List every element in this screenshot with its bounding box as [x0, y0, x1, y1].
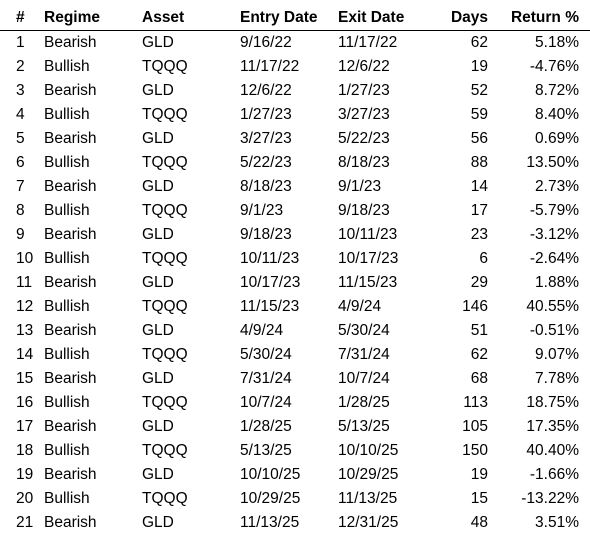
cell-days: 19 — [470, 58, 488, 75]
cell-entry-date: 5/13/25 — [240, 442, 292, 459]
table-row — [0, 487, 590, 511]
cell-entry-date: 3/27/23 — [240, 130, 292, 147]
cell-asset: TQQQ — [142, 490, 188, 507]
cell-regime: Bearish — [44, 370, 97, 387]
cell-exit-date: 1/27/23 — [338, 82, 390, 99]
table-row — [0, 439, 590, 463]
table-row — [0, 415, 590, 439]
header-days: Days — [450, 9, 488, 26]
cell-asset: GLD — [142, 466, 174, 483]
cell-asset: GLD — [142, 370, 174, 387]
cell-asset: TQQQ — [142, 106, 188, 123]
cell-asset: GLD — [142, 322, 174, 339]
cell-exit-date: 1/28/25 — [338, 394, 390, 411]
table-row — [0, 463, 590, 487]
cell-exit-date: 9/18/23 — [338, 202, 390, 219]
table-row — [0, 223, 590, 247]
cell-asset: GLD — [142, 130, 174, 147]
cell-days: 19 — [470, 466, 488, 483]
cell-exit-date: 10/10/25 — [338, 442, 399, 459]
cell-asset: TQQQ — [142, 346, 188, 363]
cell-exit-date: 10/11/23 — [338, 226, 398, 243]
header-entry-date: Entry Date — [240, 9, 318, 26]
cell-days: 150 — [462, 442, 488, 459]
cell-days: 6 — [479, 250, 488, 267]
cell-exit-date: 11/13/25 — [338, 490, 398, 507]
cell-entry-date: 1/28/25 — [240, 418, 292, 435]
cell-entry-date: 10/7/24 — [240, 394, 292, 411]
cell-index: 21 — [16, 514, 34, 531]
cell-regime: Bearish — [44, 130, 97, 147]
cell-return: -3.12% — [529, 226, 579, 243]
cell-regime: Bearish — [44, 466, 97, 483]
cell-return: -4.76% — [529, 58, 579, 75]
cell-regime: Bullish — [44, 394, 90, 411]
cell-regime: Bullish — [44, 346, 90, 363]
table-row — [0, 79, 590, 103]
cell-entry-date: 5/30/24 — [240, 346, 292, 363]
cell-exit-date: 12/31/25 — [338, 514, 399, 531]
cell-return: 3.51% — [535, 514, 579, 531]
cell-entry-date: 7/31/24 — [240, 370, 292, 387]
table-row — [0, 319, 590, 343]
cell-return: -0.51% — [529, 322, 579, 339]
cell-regime: Bullish — [44, 250, 90, 267]
cell-regime: Bullish — [44, 154, 90, 171]
cell-days: 51 — [470, 322, 488, 339]
trades-table — [0, 6, 590, 535]
cell-index: 6 — [16, 154, 25, 171]
cell-index: 3 — [16, 82, 25, 99]
header-return: Return % — [510, 9, 579, 26]
table-row — [0, 151, 590, 175]
cell-return: -2.64% — [529, 250, 579, 267]
cell-exit-date: 10/17/23 — [338, 250, 399, 267]
cell-regime: Bullish — [44, 490, 90, 507]
cell-regime: Bullish — [44, 298, 90, 315]
cell-index: 12 — [16, 298, 34, 315]
cell-index: 5 — [16, 130, 25, 147]
cell-entry-date: 10/17/23 — [240, 274, 301, 291]
cell-regime: Bearish — [44, 34, 97, 51]
table-row — [0, 271, 590, 295]
cell-return: 13.50% — [526, 154, 579, 171]
cell-entry-date: 12/6/22 — [240, 82, 292, 99]
cell-days: 59 — [470, 106, 488, 123]
cell-return: 18.75% — [526, 394, 579, 411]
cell-index: 1 — [16, 34, 25, 51]
cell-days: 29 — [470, 274, 488, 291]
cell-regime: Bearish — [44, 82, 97, 99]
cell-return: 0.69% — [535, 130, 579, 147]
cell-index: 19 — [16, 466, 34, 483]
cell-index: 18 — [16, 442, 34, 459]
cell-index: 10 — [16, 250, 34, 267]
cell-return: 9.07% — [535, 346, 579, 363]
header-asset: Asset — [142, 9, 185, 26]
cell-exit-date: 5/13/25 — [338, 418, 390, 435]
cell-exit-date: 7/31/24 — [338, 346, 390, 363]
cell-regime: Bullish — [44, 106, 90, 123]
cell-asset: TQQQ — [142, 298, 188, 315]
cell-exit-date: 9/1/23 — [338, 178, 382, 195]
cell-days: 56 — [470, 130, 488, 147]
cell-days: 52 — [470, 82, 488, 99]
table-row — [0, 295, 590, 319]
header-row — [0, 6, 590, 31]
cell-return: 1.88% — [535, 274, 579, 291]
cell-regime: Bearish — [44, 322, 97, 339]
cell-regime: Bullish — [44, 202, 90, 219]
cell-index: 11 — [16, 274, 33, 291]
cell-exit-date: 10/7/24 — [338, 370, 390, 387]
cell-entry-date: 8/18/23 — [240, 178, 292, 195]
cell-entry-date: 5/22/23 — [240, 154, 292, 171]
cell-days: 88 — [470, 154, 488, 171]
header-index: # — [16, 9, 25, 26]
cell-asset: TQQQ — [142, 394, 188, 411]
cell-asset: TQQQ — [142, 250, 188, 267]
cell-exit-date: 4/9/24 — [338, 298, 382, 315]
cell-days: 146 — [462, 298, 488, 315]
cell-asset: GLD — [142, 514, 174, 531]
table-row — [0, 343, 590, 367]
cell-return: -1.66% — [529, 466, 579, 483]
cell-entry-date: 4/9/24 — [240, 322, 284, 339]
cell-index: 15 — [16, 370, 34, 387]
cell-regime: Bullish — [44, 58, 90, 75]
cell-return: 40.55% — [526, 298, 579, 315]
cell-entry-date: 11/13/25 — [240, 514, 300, 531]
cell-exit-date: 11/17/22 — [338, 34, 398, 51]
table-row — [0, 127, 590, 151]
cell-entry-date: 10/29/25 — [240, 490, 301, 507]
cell-days: 105 — [462, 418, 488, 435]
cell-regime: Bullish — [44, 442, 90, 459]
cell-days: 48 — [470, 514, 488, 531]
table-body — [0, 31, 590, 536]
cell-entry-date: 1/27/23 — [240, 106, 292, 123]
cell-return: 2.73% — [535, 178, 579, 195]
cell-regime: Bearish — [44, 418, 97, 435]
cell-index: 20 — [16, 490, 34, 507]
cell-index: 16 — [16, 394, 34, 411]
cell-return: 8.72% — [535, 82, 579, 99]
cell-asset: GLD — [142, 274, 174, 291]
cell-entry-date: 11/15/23 — [240, 298, 300, 315]
cell-regime: Bearish — [44, 274, 97, 291]
table-row — [0, 31, 590, 56]
cell-exit-date: 3/27/23 — [338, 106, 390, 123]
cell-exit-date: 5/30/24 — [338, 322, 390, 339]
table-row — [0, 367, 590, 391]
cell-entry-date: 10/11/23 — [240, 250, 300, 267]
cell-regime: Bearish — [44, 514, 97, 531]
cell-days: 68 — [470, 370, 488, 387]
cell-return: -13.22% — [521, 490, 579, 507]
cell-regime: Bearish — [44, 178, 97, 195]
table-row — [0, 175, 590, 199]
cell-index: 17 — [16, 418, 34, 435]
cell-asset: TQQQ — [142, 202, 188, 219]
cell-asset: TQQQ — [142, 58, 188, 75]
cell-days: 113 — [463, 394, 488, 411]
cell-index: 4 — [16, 106, 25, 123]
cell-exit-date: 11/15/23 — [338, 274, 398, 291]
cell-days: 62 — [470, 346, 488, 363]
table-row — [0, 391, 590, 415]
cell-entry-date: 11/17/22 — [240, 58, 300, 75]
cell-index: 14 — [16, 346, 34, 363]
table-row — [0, 103, 590, 127]
cell-index: 13 — [16, 322, 34, 339]
cell-entry-date: 10/10/25 — [240, 466, 301, 483]
header-exit-date: Exit Date — [338, 9, 405, 26]
table-row — [0, 55, 590, 79]
cell-asset: TQQQ — [142, 154, 188, 171]
cell-return: 17.35% — [526, 418, 579, 435]
cell-days: 23 — [470, 226, 488, 243]
cell-entry-date: 9/18/23 — [240, 226, 292, 243]
cell-return: 5.18% — [535, 34, 579, 51]
cell-entry-date: 9/16/22 — [240, 34, 292, 51]
cell-index: 2 — [16, 58, 25, 75]
cell-exit-date: 8/18/23 — [338, 154, 390, 171]
cell-return: -5.79% — [529, 202, 579, 219]
cell-days: 14 — [470, 178, 488, 195]
cell-asset: GLD — [142, 226, 174, 243]
cell-entry-date: 9/1/23 — [240, 202, 284, 219]
cell-asset: GLD — [142, 178, 174, 195]
cell-index: 8 — [16, 202, 25, 219]
cell-regime: Bearish — [44, 226, 97, 243]
cell-days: 62 — [470, 34, 488, 51]
cell-asset: GLD — [142, 82, 174, 99]
cell-index: 7 — [16, 178, 25, 195]
cell-exit-date: 5/22/23 — [338, 130, 390, 147]
cell-asset: GLD — [142, 34, 174, 51]
cell-exit-date: 10/29/25 — [338, 466, 399, 483]
cell-days: 17 — [470, 202, 488, 219]
table-row — [0, 247, 590, 271]
cell-return: 7.78% — [535, 370, 579, 387]
cell-return: 40.40% — [526, 442, 579, 459]
table-row — [0, 199, 590, 223]
cell-exit-date: 12/6/22 — [338, 58, 390, 75]
cell-asset: GLD — [142, 418, 174, 435]
cell-index: 9 — [16, 226, 25, 243]
cell-asset: TQQQ — [142, 442, 188, 459]
cell-days: 15 — [470, 490, 488, 507]
header-regime: Regime — [44, 9, 100, 26]
table-row — [0, 511, 590, 535]
cell-return: 8.40% — [535, 106, 579, 123]
